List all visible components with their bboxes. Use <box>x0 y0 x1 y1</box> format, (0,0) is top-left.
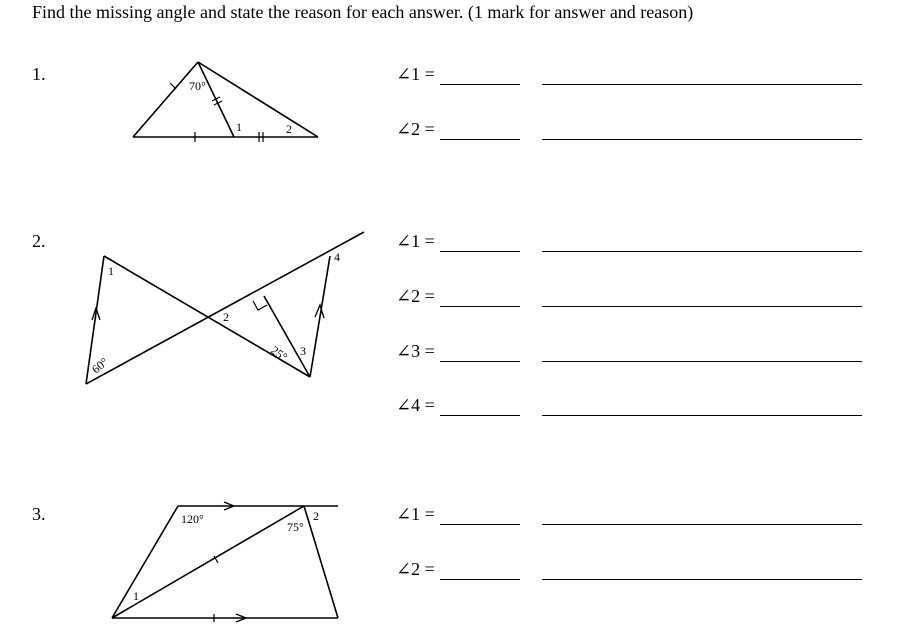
q2-angle-2-reason-line[interactable] <box>542 306 862 307</box>
figure-2-left-angle-label: 60° <box>88 354 111 377</box>
figure-3-angle-1-label: 1 <box>133 589 139 603</box>
figure-1-angle-2-label: 2 <box>286 122 292 136</box>
figure-2-angle-1-label: 1 <box>108 264 114 278</box>
q2-angle-4-label: ∠4 = <box>396 395 435 415</box>
q3-angle-2-label: ∠2 = <box>396 559 435 579</box>
q2-angle-3-reason-line[interactable] <box>542 361 862 362</box>
q1-angle-1-reason-line[interactable] <box>542 84 862 85</box>
q1-angle-1-answer-blank[interactable] <box>440 84 520 85</box>
figure-1-apex-angle-label: 70° <box>189 79 206 93</box>
q2-angle-4-reason-line[interactable] <box>542 415 862 416</box>
question-2-number: 2. <box>32 231 46 251</box>
q2-angle-3-answer-blank[interactable] <box>440 361 520 362</box>
figure-3-angle-2-label: 2 <box>313 509 319 523</box>
q3-angle-1-answer-blank[interactable] <box>440 524 520 525</box>
q3-angle-2-reason-line[interactable] <box>542 579 862 580</box>
q2-answer-row-2 <box>396 286 866 312</box>
q2-answer-row-4 <box>396 395 866 421</box>
figure-1-angle-1-label: 1 <box>236 120 242 134</box>
figure-3-top-left-angle-label: 120° <box>181 512 204 526</box>
figure-2-diagram <box>86 232 364 384</box>
q2-angle-1-label: ∠1 = <box>396 231 435 251</box>
q1-answer-row-1 <box>396 64 866 90</box>
q2-angle-1-answer-blank[interactable] <box>440 251 520 252</box>
figure-3-top-right-angle-label: 75° <box>287 520 304 534</box>
q1-angle-2-label: ∠2 = <box>396 119 435 139</box>
q2-answer-row-1 <box>396 231 866 257</box>
q3-angle-1-label: ∠1 = <box>396 504 435 524</box>
figure-2-angle-2-label: 2 <box>223 310 229 324</box>
q1-angle-1-label: ∠1 = <box>396 64 435 84</box>
question-1-number: 1. <box>32 64 46 84</box>
question-3-number: 3. <box>32 504 46 524</box>
figure-3-trapezium <box>112 502 338 622</box>
q3-angle-2-answer-blank[interactable] <box>440 579 520 580</box>
q2-angle-3-label: ∠3 = <box>396 341 435 361</box>
q2-answer-row-3 <box>396 341 866 367</box>
q2-angle-1-reason-line[interactable] <box>542 251 862 252</box>
q2-angle-2-answer-blank[interactable] <box>440 306 520 307</box>
figure-2-angle-4-label: 4 <box>334 250 340 264</box>
q1-answer-row-2 <box>396 119 866 145</box>
q1-angle-2-reason-line[interactable] <box>542 139 862 140</box>
figure-2-angle-3-label: 3 <box>300 344 306 358</box>
instructions-text: Find the missing angle and state the reason for each answer. (1 mark for answer and reason) <box>32 2 694 22</box>
q2-angle-2-label: ∠2 = <box>396 286 435 306</box>
q3-angle-1-reason-line[interactable] <box>542 524 862 525</box>
q1-angle-2-answer-blank[interactable] <box>440 139 520 140</box>
q3-answer-row-2 <box>396 559 866 585</box>
q3-answer-row-1 <box>396 504 866 530</box>
q2-angle-4-answer-blank[interactable] <box>440 415 520 416</box>
figure-2-bottom-angle-label: 25° <box>268 342 291 365</box>
